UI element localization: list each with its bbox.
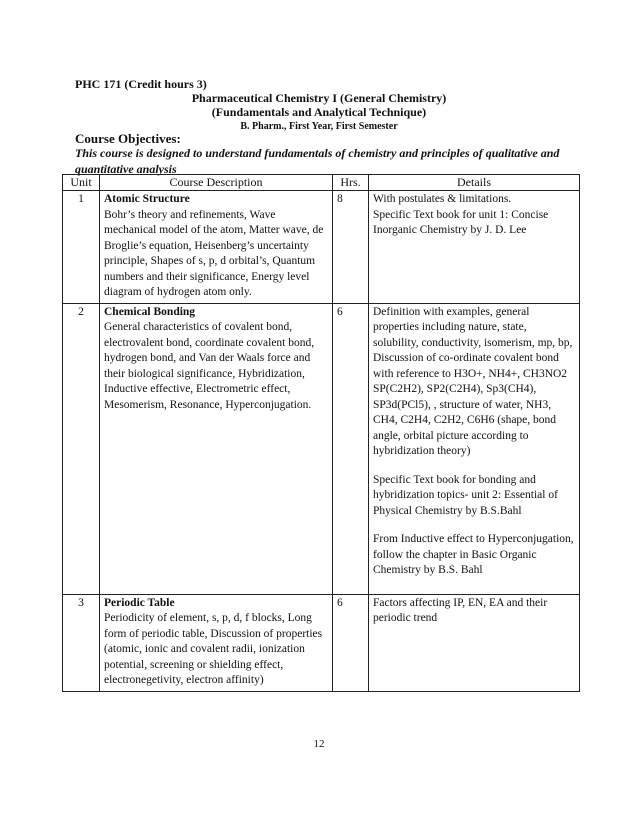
table-header-row (63, 175, 580, 191)
column-header-details: Details (369, 175, 580, 191)
objectives-text: This course is designed to understand fundamentals of chemistry and principles of qualitative and quantitative analysis (75, 146, 560, 176)
column-header-hours: Hrs. (333, 175, 369, 191)
unit-topic: Chemical Bonding (104, 305, 196, 318)
column-header-description: Course Description (100, 175, 333, 191)
detail-text: Factors affecting IP, EN, EA and their periodic trend (373, 596, 548, 624)
page-number: 12 (313, 738, 325, 750)
unit-number: 3 (63, 594, 100, 691)
course-description-cell (100, 191, 333, 304)
detail-text: Definition with examples, general properties including nature, state, solubility, conductivity, isomerism, mp, bp, (373, 305, 573, 349)
unit-topic: Atomic Structure (104, 193, 190, 205)
unit-description: Bohr’s theory and refinements, Wave mechanical model of the atom, Matter wave, de Broglie’s equation, Heisenberg’s uncertainty principle, Shapes of s, p, d orbital’s, Quantum numbers and their significance, Energy level diagram of hydrogen atom only. (104, 208, 324, 298)
details-cell (369, 191, 580, 304)
table-row (63, 594, 580, 691)
program-line: B. Pharm., First Year, First Semester (240, 121, 398, 132)
paragraph-gap (373, 579, 575, 592)
detail-text: SP(C2H2), SP2(C2H4), Sp3(CH4), SP3d(PCl5), , structure of water, NH3, CH4, C2H4, C2H2, C6H6 (shape, bond angle, orbital picture according to hybridization theory) (373, 383, 557, 457)
details-cell (369, 303, 580, 594)
table-row (63, 303, 580, 594)
unit-hours: 6 (333, 594, 369, 691)
unit-description: General characteristics of covalent bond, electrovalent bond, coordinate covalent bond, hydrogen bond, and Van der Waals force and their biological significance, Hybridization, Inductive effective, Electrometric effect, Mesomerism, Resonance, Hyperconjugation. (104, 321, 315, 411)
paragraph-gap (373, 519, 575, 532)
objectives-heading: Course Objectives: (75, 131, 181, 146)
column-header-unit: Unit (63, 175, 100, 191)
course-description-cell (100, 303, 333, 594)
detail-text: Specific Text book for unit 1: Concise Inorganic Chemistry by J. D. Lee (373, 208, 549, 236)
course-description-cell (100, 594, 333, 691)
course-subtitle: (Fundamentals and Analytical Technique) (211, 105, 427, 119)
detail-text: Discussion of co-ordinate covalent bond with reference to H3O+, NH4+, CH3NO2 (373, 352, 568, 380)
unit-number: 2 (63, 303, 100, 594)
unit-number: 1 (63, 191, 100, 304)
course-code: PHC 171 (Credit hours 3) (75, 77, 207, 91)
table-row (63, 191, 580, 304)
unit-hours: 6 (333, 303, 369, 594)
detail-text: Specific Text book for bonding and hybridization topics- unit 2: Essential of Physical Chemistry by B.S.Bahl (373, 473, 558, 517)
syllabus-table (62, 174, 580, 692)
detail-text: From Inductive effect to Hyperconjugation, follow the chapter in Basic Organic Chemistry by B.S. Bahl (373, 533, 574, 576)
course-title: Pharmaceutical Chemistry I (General Chemistry) (191, 91, 447, 105)
unit-topic: Periodic Table (104, 596, 175, 609)
unit-description: Periodicity of element, s, p, d, f blocks, Long form of periodic table, Discussion of properties (atomic, ionic and covalent radii, ionization potential, screening or shielding effect, electronegetivity, electron affinity) (104, 612, 323, 686)
unit-hours: 8 (333, 191, 369, 304)
details-cell (369, 594, 580, 691)
paragraph-gap (373, 460, 575, 473)
detail-text: With postulates & limitations. (373, 193, 512, 205)
